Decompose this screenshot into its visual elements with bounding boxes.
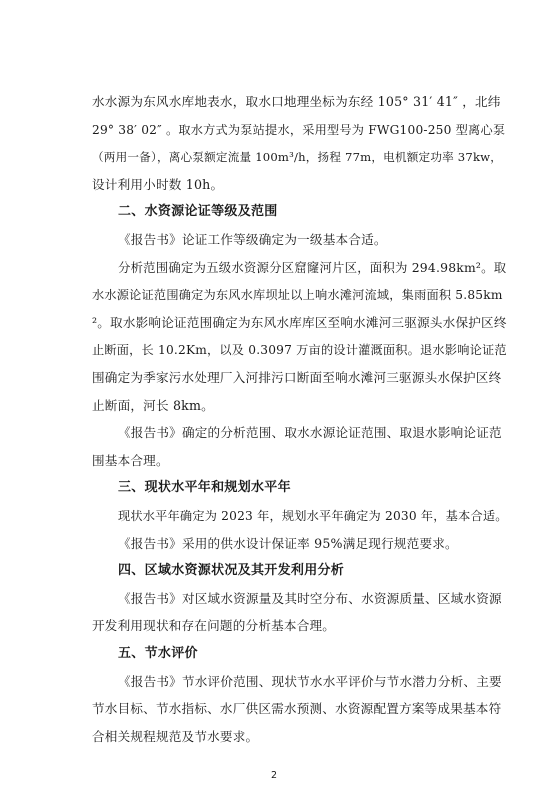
body-line: 开发利用现状和存在问题的分析基本合理。 — [92, 618, 336, 634]
section-heading: 五、节水评价 — [118, 646, 198, 661]
section-heading: 四、区域水资源状况及其开发利用分析 — [118, 563, 345, 579]
body-line: 围基本合理。 — [92, 452, 169, 468]
body-line: 止断面，河长 8km。 — [92, 397, 214, 413]
body-line: 节水目标、节水指标、水厂供区需水预测、水资源配置方案等成果基本符 — [92, 701, 502, 717]
body-line: ²。取水影响论证范围确定为东风水库库区至响水滩河三驱源头水保护区终 — [92, 314, 507, 330]
body-line: 《报告书》确定的分析范围、取水水源论证范围、取退水影响论证范 — [118, 425, 502, 441]
body-line: 水水源论证范围确定为东风水库坝址以上响水滩河流域，集雨面积 5.85km — [92, 288, 503, 303]
section-heading: 三、现状水平年和规划水平年 — [118, 480, 291, 496]
section-heading: 二、水资源论证等级及范围 — [118, 204, 278, 220]
body-line: 设计利用小时数 10h。 — [92, 176, 224, 192]
body-line: 《报告书》论证工作等级确定为一级基本合适。 — [118, 232, 387, 247]
body-line: 29° 38′ 02″ 。取水方式为泵站提水，采用型号为 FWG100-250 型离心泵 — [92, 122, 506, 137]
body-line: 合相关规程规范及节水要求。 — [92, 728, 259, 744]
body-line: 围确定为季家污水处理厂入河排污口断面至响水滩河三驱源头水保护区终 — [92, 370, 502, 385]
body-line: 水水源为东风水库地表水，取水口地理坐标为东经 105° 31′ 41″ ，北纬 — [92, 94, 501, 109]
body-line: （两用一备），离心泵额定流量 100m³/h，扬程 77m，电机额定功率 37kw， — [92, 150, 503, 165]
body-line: 现状水平年确定为 2023 年，规划水平年确定为 2030 年，基本合适。 — [118, 509, 508, 523]
page-number: 2 — [270, 770, 278, 782]
body-line: 分析范围确定为五级水资源分区窟窿河片区，面积为 294.98km²。取 — [118, 259, 507, 275]
body-line: 止断面，长 10.2Km，以及 0.3097 万亩的设计灌溉面积。退水影响论证范 — [92, 343, 507, 358]
body-line: 《报告书》采用的供水设计保证率 95%满足现行规范要求。 — [118, 535, 458, 551]
body-line: 《报告书》对区域水资源量及其时空分布、水资源质量、区域水资源 — [118, 590, 502, 606]
body-line: 《报告书》节水评价范围、现状节水水平评价与节水潜力分析、主要 — [118, 673, 502, 689]
